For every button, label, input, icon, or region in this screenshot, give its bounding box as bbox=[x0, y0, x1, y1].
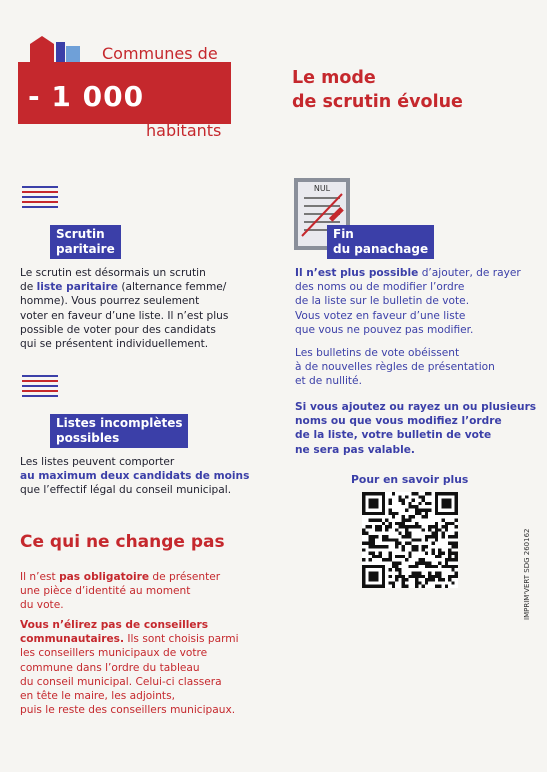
qr-code[interactable] bbox=[362, 492, 458, 588]
fin-label: Fin du panachage bbox=[327, 225, 434, 259]
list-icon bbox=[22, 375, 58, 403]
page-title: Le mode de scrutin évolue bbox=[292, 68, 463, 112]
section-title: Ce qui ne change pas bbox=[20, 532, 225, 552]
printer-mark: IMPRIM'VERT SDG 260162 bbox=[523, 528, 531, 620]
header-communes: Communes de bbox=[102, 44, 218, 63]
scrutin-label: Scrutin paritaire bbox=[50, 225, 121, 259]
header-population: - 1 000 bbox=[28, 80, 145, 113]
listes-label: Listes incomplètes possibles bbox=[50, 414, 188, 448]
change-paragraph-1: Il n’est pas obligatoire de présenter une pièce d’identité au moment du vote. bbox=[20, 571, 221, 612]
fin-paragraph-3: Si vous ajoutez ou rayez un ou plusieurs noms ou que vous modifiez l’ordre de la liste, votre bulletin de vote ne sera pas valable. bbox=[295, 401, 537, 456]
nul-text: NUL bbox=[313, 184, 331, 193]
qr-title: Pour en savoir plus bbox=[351, 473, 469, 486]
fin-paragraph-1: Il n’est plus possible d’ajouter, de rayer des noms ou de modifier l’ordre de la liste sur le bulletin de vote. Vous votez en faveur d’une liste que vous ne pouvez pas modifier. bbox=[295, 267, 521, 336]
header-habitants: habitants bbox=[146, 121, 222, 140]
fin-paragraph-2: Les bulletins de vote obéissent à de nouvelles règles de présentation et de nullité. bbox=[295, 347, 495, 388]
scrutin-text: Le scrutin est désormais un scrutin de liste paritaire (alternance femme/ homme). Vous pourrez seulement voter en faveur d’une liste. Il n’est plus possible de voter pour des candidats qui se présentent individuellement. bbox=[20, 267, 229, 351]
listes-text: Les listes peuvent comporter au maximum deux candidats de moins que l’effectif légal du conseil municipal. bbox=[20, 456, 250, 497]
change-paragraph-2: Vous n’élirez pas de conseillers communautaires. Ils sont choisis parmi les conseillers municipaux de votre commune dans l’ordre du tableau du conseil municipal. Celui-ci classera en tête le maire, les adjoints, puis le reste des conseillers municipaux. bbox=[20, 619, 239, 717]
list-icon bbox=[22, 186, 58, 214]
